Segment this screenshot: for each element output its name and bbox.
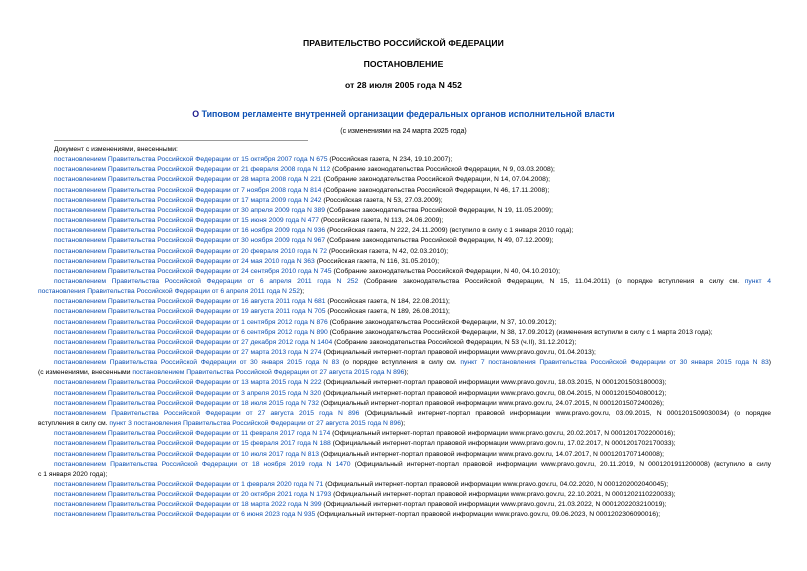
continuation-link[interactable]: постановлением Правительства Российской Федерации от 27 августа 2015 года N 896: [132, 369, 405, 377]
change-entry: [54, 510, 771, 520]
change-entry: [54, 378, 771, 388]
amendment-source: (Российская газета, N 113, 24.06.2009);: [318, 217, 444, 225]
amendment-source: (Официальный интернет-портал правовой информации www.pravo.gov.ru, 18.03.2015, N 0001201503180003);: [321, 379, 667, 387]
amendment-source: (Российская газета, N 234, 19.10.2007);: [327, 156, 453, 164]
amendment-source: (Официальный интернет-портал правовой информации www.pravo.gov.ru, 21.03.2022, N 0001202203210019);: [321, 501, 667, 509]
amendment-source: (Собрание законодательства Российской Федерации, N 53 (ч.II), 31.12.2012);: [332, 338, 577, 346]
change-entry: [54, 307, 771, 317]
amendment-link[interactable]: постановлением Правительства Российской Федерации от 15 октября 2007 года N 675: [54, 156, 328, 164]
amendment-link[interactable]: постановлением Правительства Российской Федерации от 15 февраля 2017 года N 188: [54, 440, 331, 448]
change-entry: [54, 155, 771, 165]
amendment-source: (Официальный интернет-портал правовой информации www.pravo.gov.ru, 24.07.2015, N 0001201507240026);: [319, 399, 664, 407]
amendment-link[interactable]: постановлением Правительства Российской Федерации от 20 октября 2021 года N 1793: [54, 491, 332, 499]
amendment-link[interactable]: постановлением Правительства Российской Федерации от 10 июля 2017 года N 813: [54, 450, 320, 458]
amendment-source-end: ): [768, 359, 771, 367]
amendment-source: (Официальный интернет-портал правовой информации www.pravo.gov.ru, 17.02.2017, N 0001201702170033);: [330, 440, 676, 448]
change-entry: [54, 257, 771, 267]
change-entry: [54, 267, 771, 277]
changes-intro: Документ с изменениями, внесенными:: [54, 146, 178, 153]
amendment-link[interactable]: постановлением Правительства Российской Федерации от 11 февраля 2017 года N 174: [54, 430, 331, 438]
amendment-source: (Официальный интернет-портал правовой информации www.pravo.gov.ru, 20.11.2019, N 0001201911200008) (вступило в силу: [350, 460, 771, 468]
change-entry: [54, 186, 771, 196]
amendment-source: (Официальный интернет-портал правовой информации www.pravo.gov.ru, 20.02.2017, N 0001201702200016);: [330, 430, 676, 438]
document-type: ПОСТАНОВЛЕНИЕ: [363, 59, 444, 69]
amendment-link[interactable]: постановлением Правительства Российской Федерации от 30 января 2015 года N 83: [54, 359, 340, 367]
change-entry: [54, 196, 771, 206]
amendment-link[interactable]: постановлением Правительства Российской Федерации от 1 февраля 2020 года N 71: [54, 480, 324, 488]
document-issuer: ПРАВИТЕЛЬСТВО РОССИЙСКОЙ ФЕДЕРАЦИИ: [303, 38, 504, 48]
amendment-link[interactable]: постановлением Правительства Российской Федерации от 15 июня 2009 года N 477: [54, 217, 319, 225]
amendment-link[interactable]: постановлением Правительства Российской Федерации от 30 ноября 2009 года N 967: [54, 237, 326, 245]
document-title: [0, 109, 807, 119]
amendment-link[interactable]: постановлением Правительства Российской Федерации от 13 марта 2015 года N 222: [54, 379, 322, 387]
amendment-link[interactable]: постановлением Правительства Российской Федерации от 27 августа 2015 года N 896: [54, 409, 360, 417]
continuation-end: );: [300, 288, 305, 296]
header-divider: [54, 140, 308, 141]
amendment-source: (Официальный интернет-портал правовой информации www.pravo.gov.ru, 09.06.2023, N 0001202306090016);: [315, 511, 661, 519]
amendment-link[interactable]: постановлением Правительства Российской Федерации от 7 ноября 2008 года N 814: [54, 186, 322, 194]
continuation-text: с 1 января 2020 года);: [38, 470, 108, 478]
amendment-source: (Собрание законодательства Российской Федерации, N 15, 11.04.2011) (о порядке вступления в силу см.: [358, 277, 740, 285]
amendment-link[interactable]: постановлением Правительства Российской Федерации от 16 августа 2011 года N 681: [54, 298, 326, 306]
revision-note: (с изменениями на 24 марта 2025 года): [340, 128, 467, 135]
change-entry: [54, 206, 771, 216]
amendment-source: (Официальный интернет-портал правовой информации www.pravo.gov.ru, 14.07.2017, N 0001201707140008);: [319, 450, 664, 458]
amendment-link[interactable]: постановлением Правительства Российской Федерации от 27 марта 2013 года N 274: [54, 349, 322, 356]
continuation-text: вступления в силу см.: [38, 420, 108, 428]
amendment-source: (Официальный интернет-портал правовой информации www.pravo.gov.ru, 03.09.2015, N 0001201509030034) (о порядке: [359, 409, 771, 417]
amendment-source: (о порядке вступления в силу см.: [339, 359, 457, 367]
amendment-source: (Российская газета, N 189, 26.08.2011);: [325, 308, 450, 316]
change-entry: [54, 389, 771, 399]
amendment-link[interactable]: постановлением Правительства Российской Федерации от 24 мая 2010 года N 363: [54, 257, 315, 265]
change-entry: [54, 236, 771, 246]
amendment-source: (Российская газета, N 184, 22.08.2011);: [325, 298, 450, 306]
change-entry: [54, 450, 771, 460]
continuation-end: );: [401, 420, 406, 428]
change-entry: [54, 165, 771, 175]
amendment-clause-link[interactable]: пункт 7 постановления Правительства Российской Федерации от 30 января 2015 года N 83: [460, 359, 769, 367]
amendment-source: (Собрание законодательства Российской Федерации, N 14, 07.04.2008);: [321, 176, 550, 184]
change-entry: [54, 277, 771, 287]
amendment-link[interactable]: постановлением Правительства Российской Федерации от 18 ноября 2019 года N 1470: [54, 460, 351, 468]
change-entry: [54, 399, 771, 409]
amendment-source: (Российская газета, N 42, 02.03.2010);: [327, 247, 449, 255]
change-entry: [54, 338, 771, 348]
change-entry: [54, 226, 771, 236]
amendment-link[interactable]: постановлением Правительства Российской Федерации от 20 февраля 2010 года N 72: [54, 247, 327, 255]
change-entry-continuation: [38, 368, 771, 378]
change-entry: [54, 348, 771, 358]
amendment-source: (Официальный интернет-портал правовой информации www.pravo.gov.ru, 01.04.2013);: [321, 349, 596, 356]
change-entry: [54, 409, 771, 419]
document-date-number: от 28 июля 2005 года N 452: [344, 80, 463, 90]
amendment-source: (Собрание законодательства Российской Федерации, N 40, 04.10.2010);: [331, 267, 560, 275]
amendment-source: (Официальный интернет-портал правовой информации www.pravo.gov.ru, 08.04.2015, N 0001201504080012);: [321, 389, 667, 397]
change-entry: [54, 439, 771, 449]
amendment-source: (Официальный интернет-портал правовой информации www.pravo.gov.ru, 04.02.2020, N 0001202002040045);: [323, 480, 669, 488]
amendment-link[interactable]: постановлением Правительства Российской Федерации от 3 апреля 2015 года N 320: [54, 389, 322, 397]
amendment-source: (Собрание законодательства Российской Федерации, N 38, 17.09.2012) (изменения вступили в силу с 1 марта 2013 года);: [327, 328, 713, 336]
amendment-link[interactable]: постановлением Правительства Российской Федерации от 30 апреля 2009 года N 389: [54, 206, 326, 214]
change-entry: [54, 247, 771, 257]
amendment-link[interactable]: постановлением Правительства Российской Федерации от 24 сентября 2010 года N 745: [54, 267, 332, 275]
amendment-link[interactable]: постановлением Правительства Российской Федерации от 6 июня 2023 года N 935: [54, 511, 316, 519]
continuation-end: );: [404, 369, 409, 377]
change-entry: [54, 175, 771, 185]
amendment-source: (Российская газета, N 53, 27.03.2009);: [321, 196, 443, 204]
amendment-link[interactable]: постановлением Правительства Российской Федерации от 21 февраля 2008 года N 112: [54, 166, 331, 174]
amendment-source: (Собрание законодательства Российской Федерации, N 9, 03.03.2008);: [330, 166, 555, 174]
change-entry: [54, 297, 771, 307]
change-entry: [54, 500, 771, 510]
amendment-link[interactable]: постановлением Правительства Российской Федерации от 27 декабря 2012 года N 1404: [54, 338, 333, 346]
amendment-link[interactable]: постановлением Правительства Российской Федерации от 6 сентября 2012 года N 890: [54, 328, 328, 336]
change-entry-continuation: [38, 470, 771, 480]
change-entry-continuation: [38, 287, 771, 297]
change-entry: [54, 480, 771, 490]
change-entry: [54, 318, 771, 328]
amendment-source: (Российская газета, N 222, 24.11.2009) (вступило в силу с 1 января 2010 года);: [325, 227, 574, 235]
amendment-clause-link[interactable]: пункт 4: [744, 277, 771, 285]
change-entry-continuation: [38, 419, 771, 429]
amendment-link[interactable]: постановлением Правительства Российской Федерации от 16 ноября 2009 года N 936: [54, 227, 326, 235]
amendment-link[interactable]: постановлением Правительства Российской Федерации от 17 марта 2009 года N 242: [54, 196, 322, 204]
continuation-link[interactable]: пункт 3 постановления Правительства Российской Федерации от 27 августа 2015 года N 896: [109, 420, 402, 428]
amendment-link[interactable]: постановлением Правительства Российской Федерации от 18 июля 2015 года N 732: [54, 399, 320, 407]
change-entry: [54, 490, 771, 500]
amendment-source: (Собрание законодательства Российской Федерации, N 37, 10.09.2012);: [327, 318, 557, 326]
amendment-link[interactable]: постановлением Правительства Российской Федерации от 28 марта 2008 года N 221: [54, 176, 322, 184]
change-entry: [54, 460, 771, 470]
amendment-source: (Российская газета, N 116, 31.05.2010);: [314, 257, 440, 265]
continuation-text: (с изменениями, внесенными: [38, 369, 131, 377]
amendment-link[interactable]: постановлением Правительства Российской Федерации от 18 марта 2022 года N 399: [54, 501, 322, 509]
amendment-link[interactable]: постановлением Правительства Российской Федерации от 1 сентября 2012 года N 876: [54, 318, 328, 326]
continuation-link[interactable]: постановления Правительства Российской Федерации от 6 апреля 2011 года N 252: [38, 288, 301, 296]
amendment-source: (Собрание законодательства Российской Федерации, N 46, 17.11.2008);: [321, 186, 550, 194]
amendment-source: (Собрание законодательства Российской Федерации, N 19, 11.05.2009);: [325, 206, 553, 214]
change-entry: [54, 216, 771, 226]
amendment-source: (Собрание законодательства Российской Федерации, N 49, 07.12.2009);: [325, 237, 554, 245]
title-prefix: О: [192, 109, 202, 119]
change-entry: [54, 358, 771, 368]
amendment-link[interactable]: постановлением Правительства Российской Федерации от 19 августа 2011 года N 705: [54, 308, 326, 316]
change-entry: [54, 328, 771, 338]
change-entry: [54, 429, 771, 439]
amendment-source: (Официальный интернет-портал правовой информации www.pravo.gov.ru, 22.10.2021, N 0001202110220033);: [331, 491, 676, 499]
amendment-link[interactable]: постановлением Правительства Российской Федерации от 6 апреля 2011 года N 252: [54, 277, 359, 285]
title-link[interactable]: Типовом регламенте внутренней организации федеральных органов исполнительной власти: [201, 109, 615, 119]
